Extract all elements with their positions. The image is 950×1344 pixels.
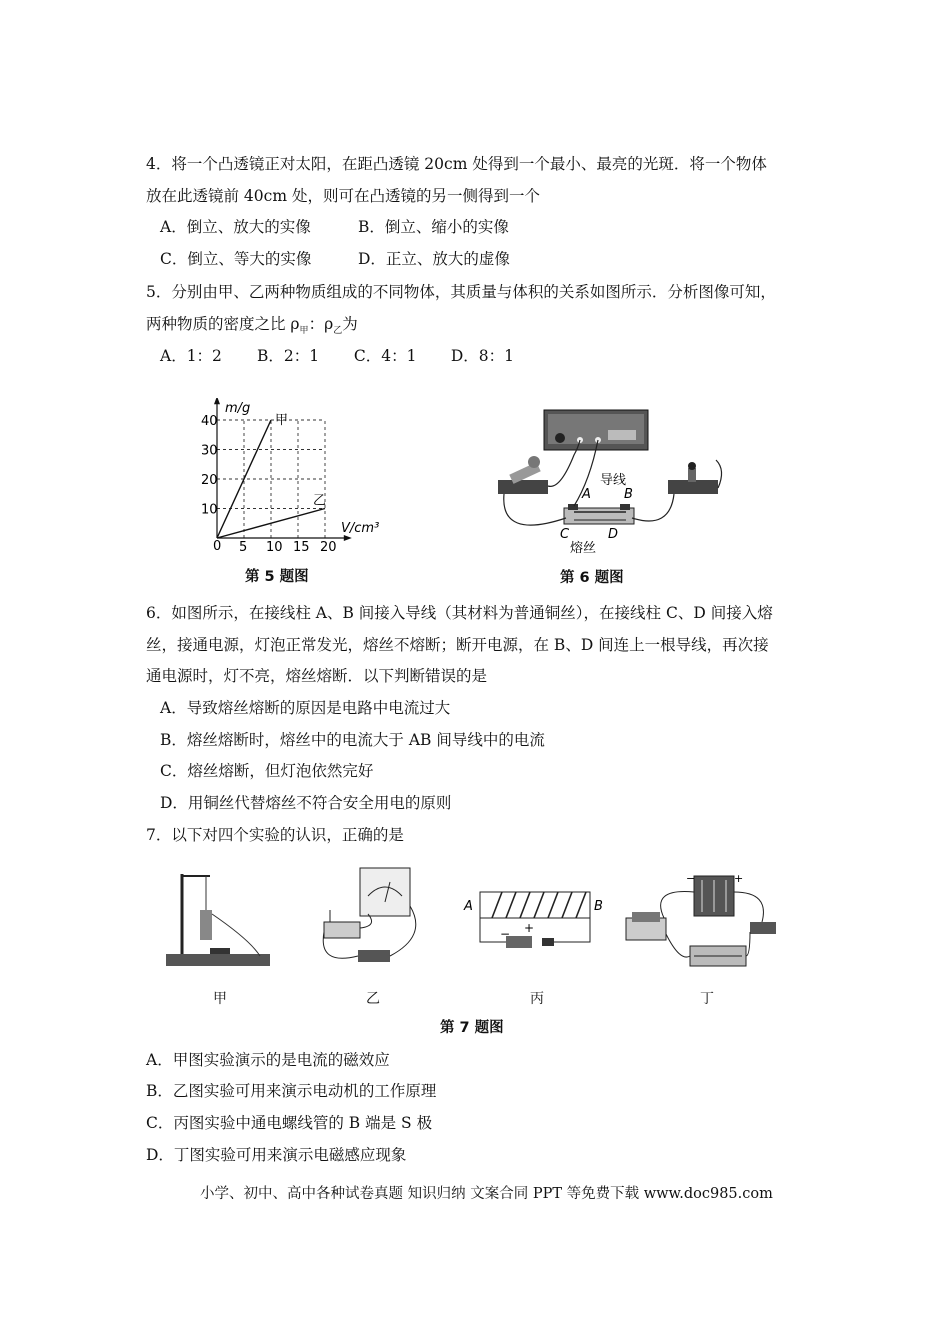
coil-turn <box>506 892 516 918</box>
figure-7-caption: 第 7 题图 <box>440 1020 504 1036</box>
q4-stem-line2: 放在此透镜前 40cm 处，则可在凸透镜的另一侧得到一个 <box>146 187 540 205</box>
coil-turn <box>534 892 544 918</box>
solenoid-end-b-label: B <box>594 899 603 914</box>
q4-option-a: A．倒立、放大的实像 <box>160 218 311 236</box>
coil-turn <box>548 892 558 918</box>
q5-options <box>160 346 514 366</box>
label-terminal-d: D <box>608 527 619 542</box>
chart-x-axis-label: V/cm³ <box>341 521 380 536</box>
switch-icon <box>668 462 718 494</box>
solenoid-end-a-label: A <box>464 899 473 914</box>
label-fuse: 熔丝 <box>570 541 597 556</box>
figure-7-label-jia: 甲 <box>213 991 227 1007</box>
q6-stem-line3: 通电源时，灯不亮，熔丝熔断．以下判断错误的是 <box>146 667 488 685</box>
q6-option-b: B．熔丝熔断时，熔丝中的电流大于 AB 间导线中的电流 <box>160 731 545 749</box>
figure-7-yi-apparatus <box>318 866 438 972</box>
figure-5-chart <box>195 398 395 560</box>
coil-turn <box>492 892 502 918</box>
battery-minus-sign: − <box>500 927 511 941</box>
q4-options-row2 <box>160 249 510 269</box>
q5-sub-jia: 甲 <box>299 326 309 337</box>
q7-option-b: B．乙图实验可用来演示电动机的工作原理 <box>146 1082 437 1100</box>
label-terminal-c: C <box>560 527 570 542</box>
x-tick-label-3: 20 <box>320 540 337 555</box>
chart-series-label-jia: 甲 <box>275 413 289 428</box>
q6-option-a: A．导致熔丝熔断的原因是电路中电流过大 <box>160 699 451 717</box>
q5-stem-line2 <box>146 314 358 341</box>
q7-option-d: D．丁图实验可用来演示电磁感应现象 <box>146 1146 407 1164</box>
q5-ratio-post: 为 <box>342 315 358 333</box>
coil-turn <box>576 892 586 918</box>
chart-series-label-yi: 乙 <box>313 493 327 509</box>
q4-option-d: D．正立、放大的虚像 <box>357 250 510 268</box>
figure-7-label-bing: 丙 <box>530 991 544 1007</box>
chart-origin-label: 0 <box>213 539 222 554</box>
y-tick-label-2: 30 <box>201 443 218 459</box>
x-tick-label-1: 10 <box>266 540 283 555</box>
battery-plus-sign: + <box>734 872 744 885</box>
q4-stem-line1: 4．将一个凸透镜正对太阳，在距凸透镜 20cm 处得到一个最小、最亮的光斑．将一个物体 <box>146 155 767 173</box>
figure-7-bing-solenoid <box>460 880 610 970</box>
label-terminal-b: B <box>624 487 633 502</box>
q6-stem-line2: 丝，接通电源，灯泡正常发光，熔丝不熔断；断开电源，在 B、D 间连上一根导线，再次接 <box>146 636 769 654</box>
battery-minus-sign: − <box>686 872 696 885</box>
q5-ratio-mid: ：ρ <box>308 315 334 333</box>
coil-turn <box>520 892 530 918</box>
figure-7-label-ding: 丁 <box>700 991 714 1007</box>
chart-grid <box>217 420 325 538</box>
q5-option-c: C．4：1 <box>353 347 417 365</box>
y-axis-arrow <box>214 398 220 404</box>
q5-option-b: B．2：1 <box>256 347 320 365</box>
q5-option-d: D．8：1 <box>450 347 514 365</box>
figure-7-label-yi: 乙 <box>366 991 380 1007</box>
q4-options-row1 <box>160 217 509 237</box>
q5-sub-yi: 乙 <box>333 326 343 337</box>
figure-5-caption: 第 5 题图 <box>245 569 309 585</box>
label-wire: 导线 <box>600 473 627 488</box>
figure-7-ding-apparatus <box>620 872 780 976</box>
coil-turn <box>562 892 572 918</box>
page-footer: 小学、初中、高中各种试卷真题 知识归纳 文案合同 PPT 等免费下载 www.doc985.com <box>200 1186 773 1202</box>
x-tick-label-2: 15 <box>293 540 310 555</box>
q4-option-b: B．倒立、缩小的实像 <box>357 218 509 236</box>
battery-plus-sign: + <box>524 921 535 935</box>
y-tick-label-0: 10 <box>201 502 218 518</box>
q7-option-c: C．丙图实验中通电螺线管的 B 端是 S 极 <box>146 1114 433 1132</box>
figure-6-caption: 第 6 题图 <box>560 570 624 586</box>
chart-ticks <box>201 414 337 555</box>
q7-option-a: A．甲图实验演示的是电流的磁效应 <box>146 1051 390 1069</box>
q5-stem-line1: 5．分别由甲、乙两种物质组成的不同物体，其质量与体积的关系如图所示．分析图像可知， <box>146 283 776 301</box>
figure-7-jia-apparatus <box>160 870 280 970</box>
q5-ratio-prefix: 两种物质的密度之比 ρ <box>146 315 300 333</box>
solenoid-coil-icon <box>492 892 586 918</box>
label-terminal-a: A <box>582 487 591 502</box>
chart-y-axis-label: m/g <box>225 401 251 416</box>
figure-6-circuit <box>490 400 730 560</box>
q7-stem: 7．以下对四个实验的认识，正确的是 <box>146 826 404 844</box>
y-tick-label-1: 20 <box>201 473 218 488</box>
fuse-board-icon <box>564 504 634 524</box>
q4-option-c: C．倒立、等大的实像 <box>160 250 312 268</box>
lamp-icon <box>498 456 548 494</box>
q6-stem-line1: 6．如图所示，在接线柱 A、B 间接入导线（其材料为普通铜丝），在接线柱 C、D 间接入熔 <box>146 604 773 622</box>
q6-option-c: C．熔丝熔断，但灯泡依然完好 <box>160 762 374 780</box>
power-supply-icon <box>544 410 648 450</box>
y-tick-label-3: 40 <box>201 414 218 429</box>
q5-option-a: A．1：2 <box>160 347 222 365</box>
q6-option-d: D．用铜丝代替熔丝不符合安全用电的原则 <box>160 794 452 812</box>
x-tick-label-0: 5 <box>239 540 248 555</box>
